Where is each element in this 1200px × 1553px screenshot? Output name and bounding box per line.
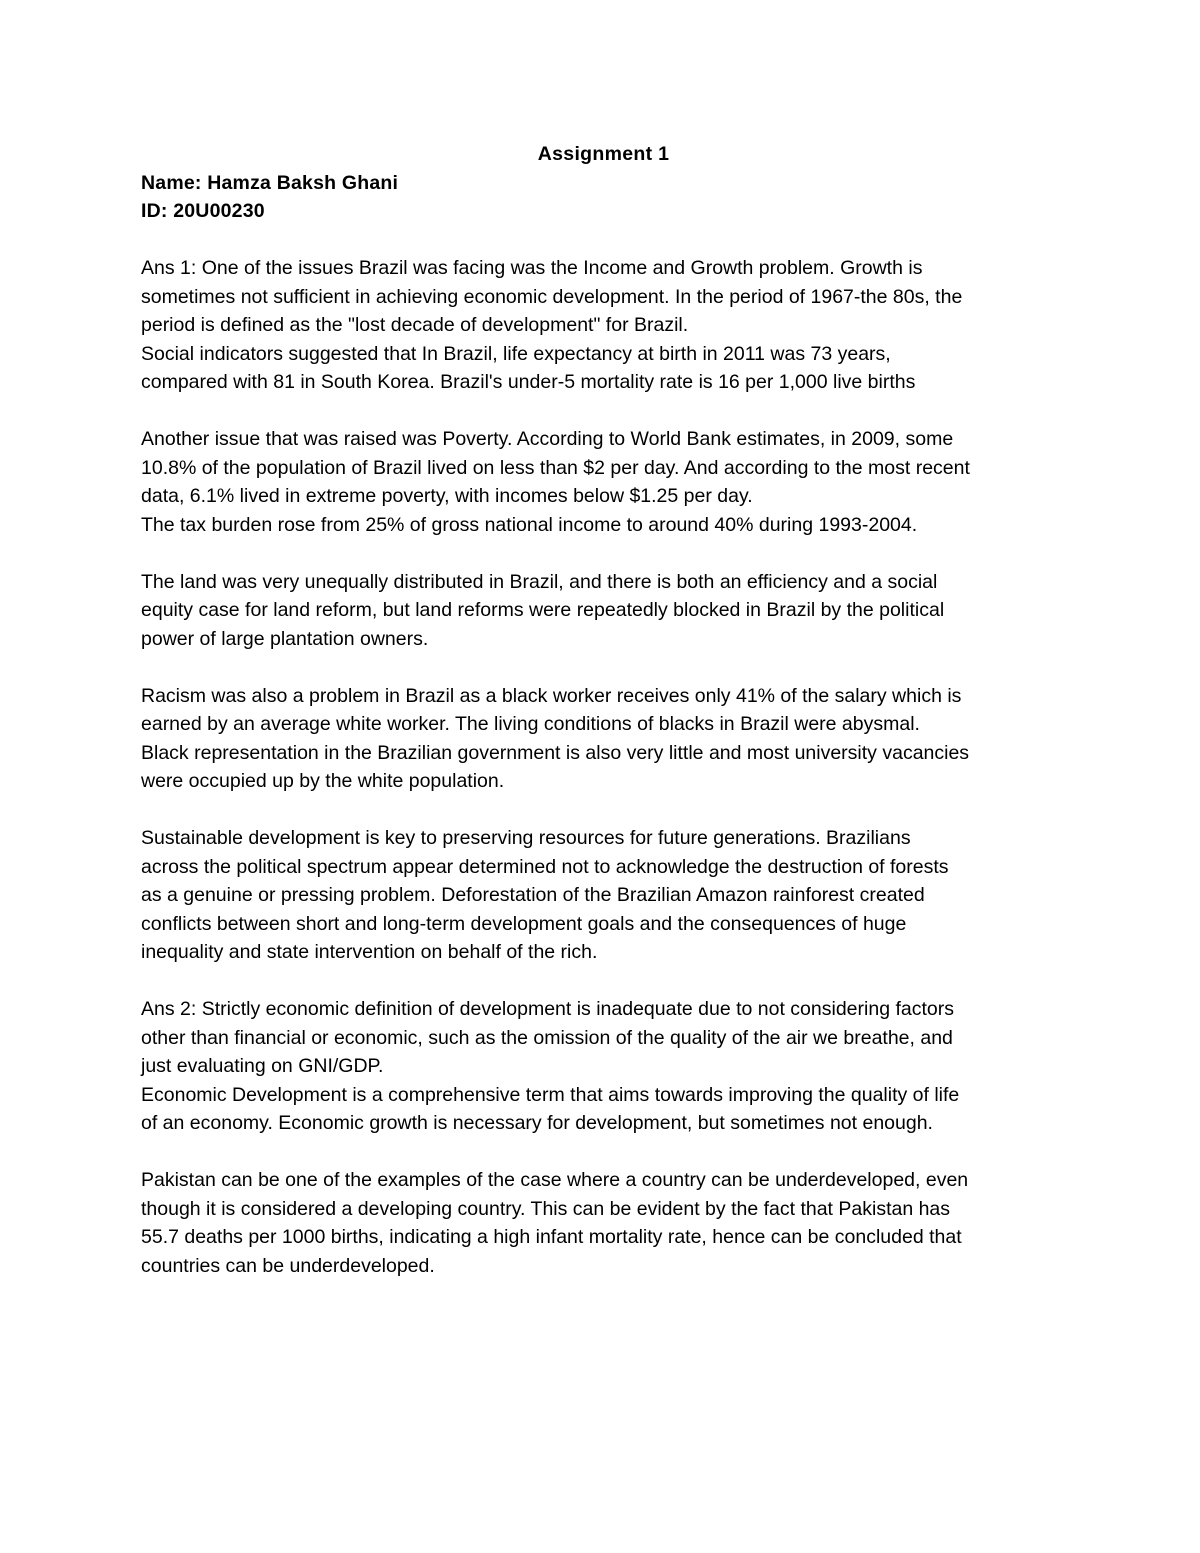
- paragraph: [141, 568, 1066, 654]
- paragraph-spacer: [141, 397, 1066, 426]
- paragraph: [141, 1166, 1066, 1280]
- paragraph: [141, 995, 1066, 1138]
- paragraph-spacer: [141, 967, 1066, 996]
- text-line: Social indicators suggested that In Brazil, life expectancy at birth in 2011 was 73 years,: [141, 342, 891, 365]
- text-line: The land was very unequally distributed in Brazil, and there is both an efficiency and a social: [141, 570, 938, 593]
- text-line: Pakistan can be one of the examples of the case where a country can be underdeveloped, even: [141, 1169, 969, 1191]
- paragraph-spacer: [141, 653, 1066, 682]
- paragraph: [141, 425, 1066, 539]
- student-name: Name: Hamza Baksh Ghani: [141, 171, 399, 194]
- text-line: period is defined as the "lost decade of development" for Brazil.: [141, 314, 689, 336]
- text-line: equity case for land reform, but land reforms were repeatedly blocked in Brazil by the political: [141, 599, 945, 621]
- text-line: power of large plantation owners.: [141, 627, 429, 650]
- student-id: ID: 20U00230: [141, 200, 265, 222]
- text-line: sometimes not sufficient in achieving economic development. In the period of 1967-the 80s, the: [141, 285, 963, 308]
- text-line: Black representation in the Brazilian government is also very little and most university vacancies: [141, 741, 970, 764]
- paragraph-spacer: [141, 1138, 1066, 1167]
- text-line: Sustainable development is key to preserving resources for future generations. Brazilians: [141, 827, 911, 849]
- text-line: Economic Development is a comprehensive term that aims towards improving the quality of life: [141, 1083, 960, 1106]
- paragraph: [141, 254, 1066, 397]
- paragraph-spacer: [141, 226, 1066, 255]
- paragraphs-container: [141, 226, 1066, 1281]
- text-line: 55.7 deaths per 1000 births, indicating a high infant mortality rate, hence can be concluded that: [141, 1226, 962, 1248]
- text-line: conflicts between short and long-term development goals and the consequences of huge: [141, 912, 907, 935]
- text-line: data, 6.1% lived in extreme poverty, with incomes below $1.25 per day.: [141, 485, 753, 507]
- text-line: though it is considered a developing country. This can be evident by the fact that Pakistan has: [141, 1197, 951, 1220]
- text-line: of an economy. Economic growth is necessary for development, but sometimes not enough.: [141, 1112, 933, 1134]
- text-line: as a genuine or pressing problem. Deforestation of the Brazilian Amazon rainforest created: [141, 884, 925, 906]
- text-line: earned by an average white worker. The living conditions of blacks in Brazil were abysmal.: [141, 713, 920, 735]
- paragraph: [141, 824, 1066, 967]
- text-line: just evaluating on GNI/GDP.: [141, 1055, 384, 1077]
- document-body: [141, 140, 1066, 1280]
- paragraph: [141, 682, 1066, 796]
- text-line: Ans 2: Strictly economic definition of development is inadequate due to not considering factors: [141, 998, 954, 1020]
- paragraph-spacer: [141, 539, 1066, 568]
- text-line: 10.8% of the population of Brazil lived on less than $2 per day. And according to the most recent: [141, 456, 970, 479]
- text-line: compared with 81 in South Korea. Brazil's under-5 mortality rate is 16 per 1,000 live births: [141, 371, 916, 393]
- text-line: Racism was also a problem in Brazil as a black worker receives only 41% of the salary which is: [141, 684, 962, 707]
- paragraph-spacer: [141, 796, 1066, 825]
- text-line: Ans 1: One of the issues Brazil was facing was the Income and Growth problem. Growth is: [141, 257, 923, 279]
- text-line: across the political spectrum appear determined not to acknowledge the destruction of forests: [141, 855, 949, 878]
- text-line: were occupied up by the white population.: [141, 770, 505, 792]
- text-line: inequality and state intervention on behalf of the rich.: [141, 941, 598, 963]
- text-line: Another issue that was raised was Poverty. According to World Bank estimates, in 2009, some: [141, 428, 954, 450]
- document-title: Assignment 1: [537, 143, 670, 165]
- text-line: countries can be underdeveloped.: [141, 1254, 435, 1277]
- text-line: The tax burden rose from 25% of gross national income to around 40% during 1993-2004.: [141, 513, 918, 536]
- text-line: other than financial or economic, such as the omission of the quality of the air we breathe, and: [141, 1026, 953, 1049]
